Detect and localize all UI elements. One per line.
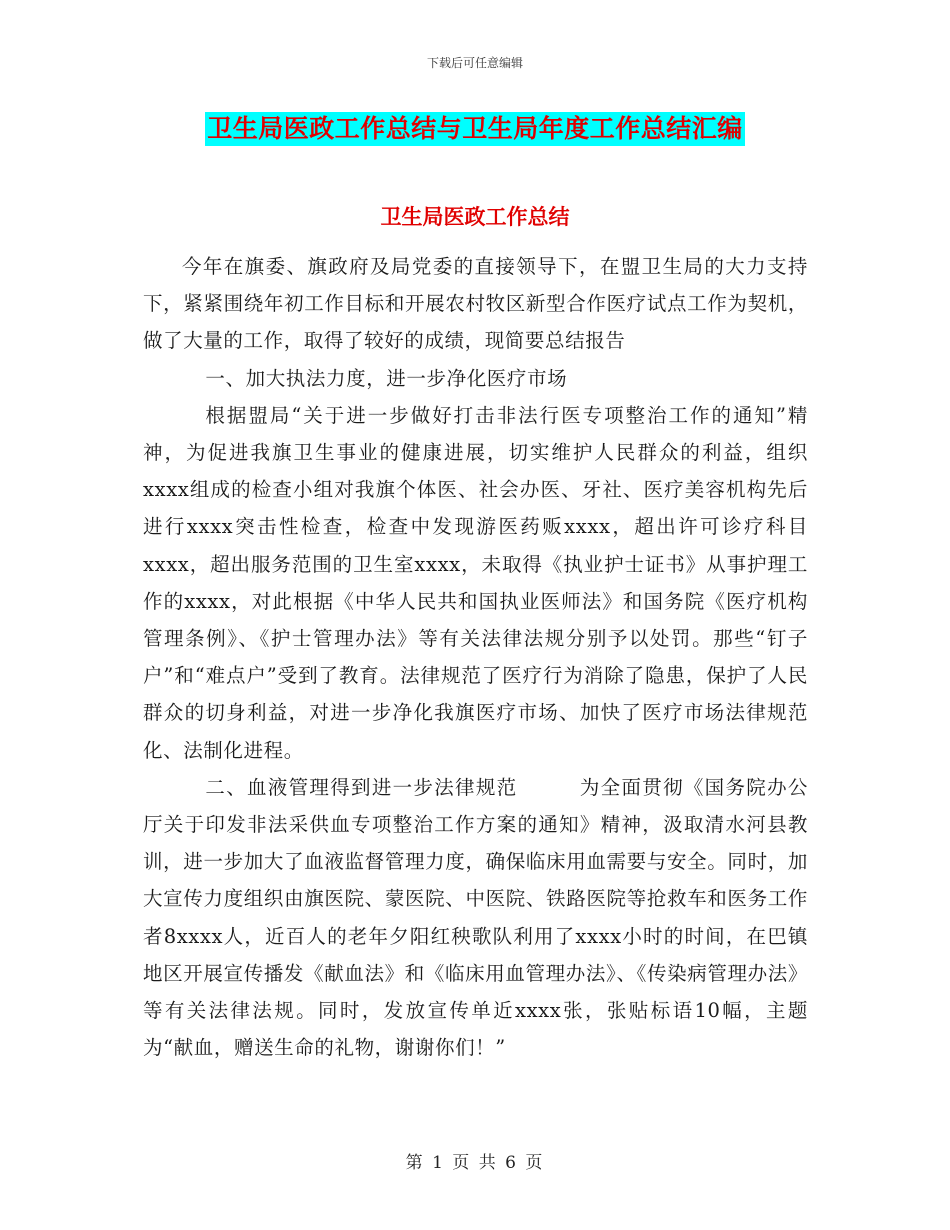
header-note: 下载后可任意编辑 [426,56,523,70]
paragraph-section-1: 根据盟局“关于进一步做好打击非法行医专项整治工作的通知”精神，为促进我旗卫生事业的健康进展，切实维护人民群众的利益，组织xxxx组成的检查小组对我旗个体医、社会办医、牙社、医疗美容机构先后进行xxxx突击性检查，检查中发现游医药贩xxxx，超出许可诊疗科目xxxx，超出服务范围的卫生室xxxx，未取得《执业护士证书》从事护理工作的xxxx，对此根据《中华人民共和国执业医师法》和国务院《医疗机构管理条例》、《护士管理办法》等有关法律法规分别予以处罚。那些“钉子户”和“难点户”受到了教育。法律规范了医疗行为消除了隐患，保护了人民群众的切身利益，对进一步净化我旗医疗市场、加快了医疗市场法律规范化、法制化进程。 [143,403,808,762]
paragraph-section-2: 二、血液管理得到进一步法律规范 为全面贯彻《国务院办公厅关于印发非法采供血专项整治工作方案的通知》精神，汲取清水河县教训，进一步加大了血液监督管理力度，确保临床用血需要与安全。同时，加大宣传力度组织由旗医院、蒙医院、中医院、铁路医院等抢救车和医务工作者8xxxx人，近百人的老年夕阳红秧歌队利用了xxxx小时的时间，在巴镇地区开展宣传播发《献血法》和《临床用血管理办法》、《传染病管理办法》等有关法律法规。同时，发放宣传单近xxxx张，张贴标语10幅，主题为“献血，赠送生命的礼物，谢谢你们！” [143,775,808,1060]
main-title-container [0,112,950,146]
document-body [143,248,808,1066]
section-title: 卫生局医政工作总结 [380,204,570,229]
paragraph-intro: 今年在旗委、旗政府及局党委的直接领导下，在盟卫生局的大力支持下，紧紧围绕年初工作目标和开展农村牧区新型合作医疗试点工作为契机，做了大量的工作，取得了较好的成绩，现简要总结报告 [143,255,808,353]
main-title: 卫生局医政工作总结与卫生局年度工作总结汇编 [205,112,745,146]
heading-section-1: 一、加大执法力度，进一步净化医疗市场 [205,366,568,390]
page-number-footer: 第 1 页 共 6 页 [405,1153,545,1173]
